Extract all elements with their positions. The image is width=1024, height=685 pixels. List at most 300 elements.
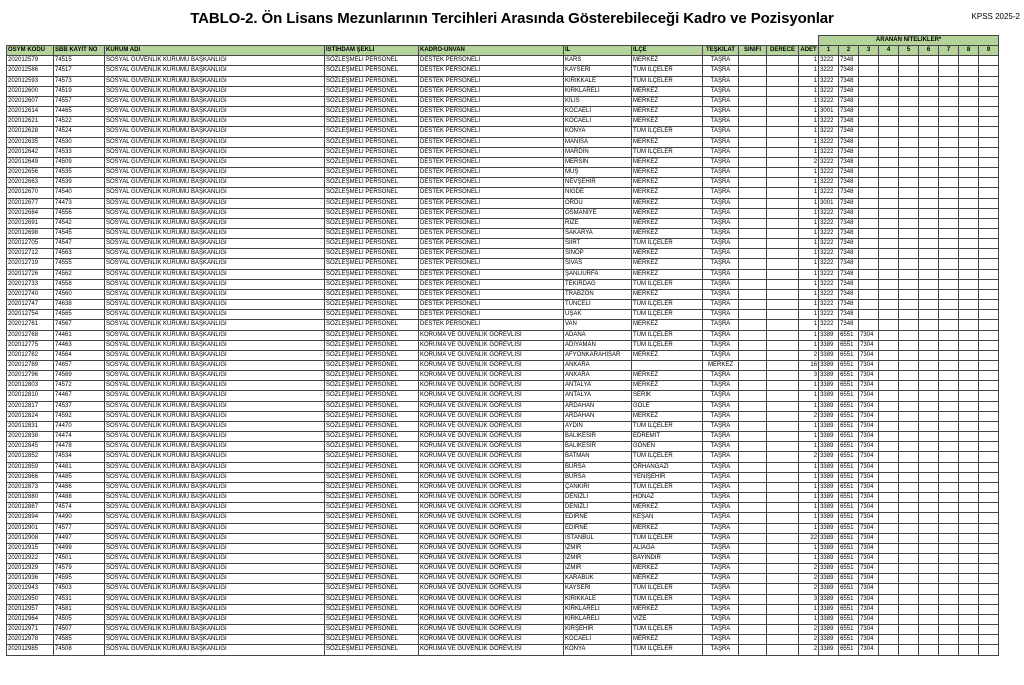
table-cell — [632, 361, 703, 371]
table-cell — [879, 300, 899, 310]
table-cell: 74638 — [54, 300, 105, 310]
table-cell: KORUMA VE GÜVENLİK GÖREVLİSİ — [419, 421, 564, 431]
table-cell — [939, 269, 959, 279]
table-cell — [959, 310, 979, 320]
table-cell: 7348 — [839, 289, 859, 299]
table-cell: TAŞRA — [703, 645, 739, 655]
table-cell — [899, 381, 919, 391]
table-cell: 6551 — [839, 493, 859, 503]
table-cell: SOSYAL GÜVENLİK KURUMU BAŞKANLIĞI — [105, 107, 325, 117]
table-cell: SÖZLEŞMELİ PERSONEL — [325, 381, 419, 391]
table-cell — [767, 228, 799, 238]
table-cell: SAKARYA — [564, 228, 632, 238]
table-cell — [739, 523, 767, 533]
table-cell: 202012887 — [7, 503, 54, 513]
table-cell: TAŞRA — [703, 289, 739, 299]
table-cell — [939, 147, 959, 157]
table-cell: SÖZLEŞMELİ PERSONEL — [325, 553, 419, 563]
table-cell — [767, 371, 799, 381]
table-cell: 2 — [799, 452, 819, 462]
table-cell: ORDU — [564, 198, 632, 208]
table-cell — [979, 208, 999, 218]
table-cell: İZMİR — [564, 553, 632, 563]
table-cell: 2 — [799, 411, 819, 421]
table-cell: BALIKESİR — [564, 432, 632, 442]
table-cell — [899, 533, 919, 543]
table-cell: 1 — [799, 198, 819, 208]
table-cell: 1 — [799, 208, 819, 218]
table-cell: SOSYAL GÜVENLİK KURUMU BAŞKANLIĞI — [105, 218, 325, 228]
table-cell: 1 — [799, 432, 819, 442]
table-cell: 74563 — [54, 249, 105, 259]
table-cell — [739, 371, 767, 381]
table-cell: DESTEK PERSONELİ — [419, 300, 564, 310]
table-row — [7, 543, 999, 553]
table-cell: 6551 — [839, 635, 859, 645]
table-row — [7, 553, 999, 563]
table-cell: TAŞRA — [703, 300, 739, 310]
table-cell — [879, 330, 899, 340]
table-row — [7, 462, 999, 472]
table-cell: TÜM İLÇELER — [632, 584, 703, 594]
table-cell — [739, 584, 767, 594]
table-cell: MERKEZ — [632, 604, 703, 614]
table-cell: 202012635 — [7, 137, 54, 147]
table-cell: 3389 — [819, 625, 839, 635]
table-cell: MERKEZ — [632, 96, 703, 106]
table-cell: 202012691 — [7, 218, 54, 228]
table-cell — [919, 391, 939, 401]
table-row — [7, 56, 999, 66]
column-header: SINIFI — [739, 46, 767, 56]
table-cell — [939, 472, 959, 482]
table-cell — [899, 147, 919, 157]
table-cell: 202012901 — [7, 523, 54, 533]
table-cell: 202012649 — [7, 157, 54, 167]
table-cell: 6551 — [839, 604, 859, 614]
table-cell: KORUMA VE GÜVENLİK GÖREVLİSİ — [419, 432, 564, 442]
table-cell — [939, 625, 959, 635]
column-header-row — [7, 46, 999, 56]
table-cell — [899, 432, 919, 442]
table-cell: 74461 — [54, 330, 105, 340]
table-row — [7, 482, 999, 492]
table-cell: GÖNEN — [632, 442, 703, 452]
table-cell: SOSYAL GÜVENLİK KURUMU BAŞKANLIĞI — [105, 635, 325, 645]
table-cell — [939, 594, 959, 604]
table-cell: NEVŞEHİR — [564, 178, 632, 188]
table-cell: 202012971 — [7, 625, 54, 635]
table-cell — [959, 472, 979, 482]
table-cell: SOSYAL GÜVENLİK KURUMU BAŞKANLIĞI — [105, 523, 325, 533]
table-cell: KORUMA VE GÜVENLİK GÖREVLİSİ — [419, 625, 564, 635]
table-cell: ANTALYA — [564, 391, 632, 401]
table-cell — [879, 503, 899, 513]
table-cell: 74592 — [54, 411, 105, 421]
table-cell: 6551 — [839, 523, 859, 533]
table-cell — [959, 635, 979, 645]
table-cell: SÖZLEŞMELİ PERSONEL — [325, 218, 419, 228]
table-cell — [959, 198, 979, 208]
table-cell — [979, 381, 999, 391]
table-cell: TAŞRA — [703, 584, 739, 594]
table-cell — [959, 482, 979, 492]
table-row — [7, 533, 999, 543]
table-cell — [767, 361, 799, 371]
table-cell: 7304 — [859, 493, 879, 503]
table-cell — [979, 645, 999, 655]
table-cell — [899, 96, 919, 106]
table-cell: 74519 — [54, 86, 105, 96]
table-cell: 2 — [799, 584, 819, 594]
table-cell — [767, 635, 799, 645]
table-cell: 3389 — [819, 452, 839, 462]
table-cell — [899, 86, 919, 96]
table-cell: 7304 — [859, 584, 879, 594]
table-cell — [939, 127, 959, 137]
table-cell — [959, 239, 979, 249]
table-cell — [739, 421, 767, 431]
table-cell — [879, 198, 899, 208]
table-cell — [859, 249, 879, 259]
table-cell — [919, 259, 939, 269]
table-cell: SÖZLEŞMELİ PERSONEL — [325, 117, 419, 127]
table-cell — [767, 66, 799, 76]
table-cell — [919, 340, 939, 350]
table-cell: 74556 — [54, 208, 105, 218]
table-cell — [939, 350, 959, 360]
table-cell: TAŞRA — [703, 533, 739, 543]
table-cell — [979, 462, 999, 472]
column-header: İSTİHDAM ŞEKLİ — [325, 46, 419, 56]
table-cell: 3222 — [819, 289, 839, 299]
table-cell — [767, 625, 799, 635]
table-cell — [899, 503, 919, 513]
table-cell — [919, 452, 939, 462]
table-cell: TAŞRA — [703, 574, 739, 584]
column-header: DERECE — [767, 46, 799, 56]
table-cell — [979, 269, 999, 279]
table-cell: 6551 — [839, 371, 859, 381]
table-cell: 7304 — [859, 543, 879, 553]
table-cell: 7348 — [839, 320, 859, 330]
table-cell: 202012726 — [7, 269, 54, 279]
table-cell — [899, 553, 919, 563]
table-cell: SOSYAL GÜVENLİK KURUMU BAŞKANLIĞI — [105, 86, 325, 96]
table-row — [7, 96, 999, 106]
table-cell — [919, 574, 939, 584]
table-cell: TÜM İLÇELER — [632, 340, 703, 350]
table-cell — [879, 513, 899, 523]
table-cell: TÜM İLÇELER — [632, 421, 703, 431]
table-cell — [959, 147, 979, 157]
table-cell — [899, 625, 919, 635]
table-body — [7, 56, 999, 655]
table-cell: KIRŞEHİR — [564, 625, 632, 635]
table-cell: 74567 — [54, 320, 105, 330]
table-cell — [879, 76, 899, 86]
table-cell — [919, 56, 939, 66]
table-cell — [919, 96, 939, 106]
table-cell: TAŞRA — [703, 157, 739, 167]
table-cell — [959, 371, 979, 381]
table-cell — [959, 553, 979, 563]
table-cell: MUŞ — [564, 168, 632, 178]
table-cell: SÖZLEŞMELİ PERSONEL — [325, 228, 419, 238]
table-cell — [979, 157, 999, 167]
table-cell: 74547 — [54, 239, 105, 249]
table-cell: TÜM İLÇELER — [632, 76, 703, 86]
table-cell — [919, 168, 939, 178]
table-cell — [959, 645, 979, 655]
table-cell — [939, 584, 959, 594]
table-cell — [739, 300, 767, 310]
table-cell: 3389 — [819, 543, 839, 553]
table-cell — [959, 289, 979, 299]
table-cell: DESTEK PERSONELİ — [419, 178, 564, 188]
table-cell — [919, 462, 939, 472]
table-cell: 3222 — [819, 320, 839, 330]
table-cell — [959, 320, 979, 330]
table-cell — [899, 462, 919, 472]
table-cell: SOSYAL GÜVENLİK KURUMU BAŞKANLIĞI — [105, 553, 325, 563]
table-cell — [767, 584, 799, 594]
table-cell — [979, 86, 999, 96]
table-cell — [879, 56, 899, 66]
table-cell — [979, 411, 999, 421]
table-cell — [919, 421, 939, 431]
column-header: TEŞKİLAT — [703, 46, 739, 56]
table-cell: 7348 — [839, 259, 859, 269]
table-cell: SOSYAL GÜVENLİK KURUMU BAŞKANLIĞI — [105, 198, 325, 208]
table-cell — [979, 76, 999, 86]
table-cell: MANİSA — [564, 137, 632, 147]
table-cell — [899, 401, 919, 411]
page-title: TABLO-2. Ön Lisans Mezunlarının Tercihleri Arasında Gösterebileceği Kadro ve Pozisyonlar — [190, 10, 834, 27]
table-cell: SOSYAL GÜVENLİK KURUMU BAŞKANLIĞI — [105, 391, 325, 401]
table-cell — [919, 117, 939, 127]
table-cell: SÖZLEŞMELİ PERSONEL — [325, 300, 419, 310]
table-cell — [739, 86, 767, 96]
table-cell: MERSİN — [564, 157, 632, 167]
table-cell — [879, 442, 899, 452]
table-cell: KORUMA VE GÜVENLİK GÖREVLİSİ — [419, 553, 564, 563]
table-cell — [879, 178, 899, 188]
table-cell: KIRKLARELİ — [564, 614, 632, 624]
table-cell: MERKEZ — [632, 86, 703, 96]
table-cell: KOCAELİ — [564, 117, 632, 127]
table-cell: SÖZLEŞMELİ PERSONEL — [325, 56, 419, 66]
table-cell: 202012628 — [7, 127, 54, 137]
table-cell — [959, 107, 979, 117]
table-cell: 1 — [799, 249, 819, 259]
table-cell: SÖZLEŞMELİ PERSONEL — [325, 421, 419, 431]
table-cell — [767, 452, 799, 462]
table-cell — [899, 239, 919, 249]
table-cell: DESTEK PERSONELİ — [419, 76, 564, 86]
table-row — [7, 513, 999, 523]
table-row — [7, 432, 999, 442]
table-cell: 3389 — [819, 564, 839, 574]
table-cell: 1 — [799, 137, 819, 147]
table-cell — [879, 218, 899, 228]
table-cell — [899, 564, 919, 574]
table-cell — [859, 168, 879, 178]
table-cell — [899, 117, 919, 127]
table-cell: SÖZLEŞMELİ PERSONEL — [325, 533, 419, 543]
table-cell: 202012859 — [7, 462, 54, 472]
table-cell — [919, 625, 939, 635]
table-cell — [767, 218, 799, 228]
table-cell: 202012894 — [7, 513, 54, 523]
column-header: 7 — [939, 46, 959, 56]
table-row — [7, 137, 999, 147]
table-cell: 6551 — [839, 340, 859, 350]
table-cell: SOSYAL GÜVENLİK KURUMU BAŞKANLIĞI — [105, 594, 325, 604]
table-row — [7, 157, 999, 167]
table-cell — [739, 614, 767, 624]
table-cell — [899, 574, 919, 584]
table-cell — [939, 523, 959, 533]
table-cell: 7348 — [839, 310, 859, 320]
table-cell — [939, 178, 959, 188]
table-cell — [767, 543, 799, 553]
table-cell: İZMİR — [564, 543, 632, 553]
table-cell: DESTEK PERSONELİ — [419, 228, 564, 238]
table-cell — [767, 188, 799, 198]
table-cell — [919, 371, 939, 381]
table-cell — [767, 645, 799, 655]
table-cell: KONYA — [564, 127, 632, 137]
table-cell: KARABÜK — [564, 574, 632, 584]
table-cell: 6551 — [839, 442, 859, 452]
table-cell — [979, 421, 999, 431]
table-cell: TAŞRA — [703, 371, 739, 381]
table-cell: SÖZLEŞMELİ PERSONEL — [325, 462, 419, 472]
table-cell — [939, 604, 959, 614]
table-cell — [919, 513, 939, 523]
table-cell — [919, 198, 939, 208]
table-cell: TAŞRA — [703, 228, 739, 238]
table-cell: 202012873 — [7, 482, 54, 492]
table-cell: DESTEK PERSONELİ — [419, 289, 564, 299]
table-cell — [939, 137, 959, 147]
table-cell: MARDİN — [564, 147, 632, 157]
table-cell — [939, 76, 959, 86]
table-cell — [767, 340, 799, 350]
table-cell: MERKEZ — [632, 178, 703, 188]
table-cell: KORUMA VE GÜVENLİK GÖREVLİSİ — [419, 604, 564, 614]
table-cell: 3222 — [819, 117, 839, 127]
table-cell — [879, 96, 899, 106]
table-cell: 7348 — [839, 168, 859, 178]
table-cell: 202012915 — [7, 543, 54, 553]
table-cell: 3389 — [819, 553, 839, 563]
table-cell: 202012712 — [7, 249, 54, 259]
table-cell: 3389 — [819, 472, 839, 482]
table-cell — [899, 66, 919, 76]
table-cell: 74573 — [54, 76, 105, 86]
table-cell — [979, 127, 999, 137]
table-cell: 7348 — [839, 107, 859, 117]
table-cell: 3222 — [819, 137, 839, 147]
table-cell: SOSYAL GÜVENLİK KURUMU BAŞKANLIĞI — [105, 462, 325, 472]
table-cell — [739, 493, 767, 503]
table-cell: 7348 — [839, 300, 859, 310]
table-cell — [939, 513, 959, 523]
group-header-row — [7, 36, 999, 46]
table-cell: SİİRT — [564, 239, 632, 249]
table-cell: 1 — [799, 503, 819, 513]
table-cell — [939, 371, 959, 381]
table-cell: 74497 — [54, 533, 105, 543]
table-cell: SOSYAL GÜVENLİK KURUMU BAŞKANLIĞI — [105, 432, 325, 442]
table-cell: KORUMA VE GÜVENLİK GÖREVLİSİ — [419, 330, 564, 340]
table-cell: 74539 — [54, 178, 105, 188]
table-cell — [919, 432, 939, 442]
table-cell: SİNOP — [564, 249, 632, 259]
table-cell: MERKEZ — [632, 208, 703, 218]
table-cell: DESTEK PERSONELİ — [419, 96, 564, 106]
table-cell: MERKEZ — [632, 381, 703, 391]
table-cell — [939, 188, 959, 198]
table-cell: 202012852 — [7, 452, 54, 462]
table-cell: TAŞRA — [703, 523, 739, 533]
table-cell — [959, 523, 979, 533]
table-cell: 202012747 — [7, 300, 54, 310]
table-cell — [919, 300, 939, 310]
table-cell — [767, 411, 799, 421]
table-cell: 6551 — [839, 513, 859, 523]
table-cell: 3389 — [819, 381, 839, 391]
table-row — [7, 371, 999, 381]
table-row — [7, 574, 999, 584]
column-header: 6 — [919, 46, 939, 56]
table-cell — [739, 350, 767, 360]
table-cell: 1 — [799, 523, 819, 533]
table-cell: 74524 — [54, 127, 105, 137]
table-cell: 1 — [799, 259, 819, 269]
table-cell: MERKEZ — [632, 289, 703, 299]
table-cell — [899, 513, 919, 523]
table-cell — [939, 289, 959, 299]
table-cell: SOSYAL GÜVENLİK KURUMU BAŞKANLIĞI — [105, 401, 325, 411]
table-cell: MERKEZ — [632, 259, 703, 269]
table-cell — [979, 574, 999, 584]
table-cell: 202012705 — [7, 239, 54, 249]
table-cell — [859, 127, 879, 137]
table-cell — [959, 401, 979, 411]
table-cell — [739, 432, 767, 442]
table-cell — [959, 218, 979, 228]
table-cell — [879, 137, 899, 147]
table-cell: 7348 — [839, 157, 859, 167]
table-cell: 7304 — [859, 350, 879, 360]
table-cell — [899, 178, 919, 188]
table-cell — [959, 411, 979, 421]
table-cell: 3001 — [819, 107, 839, 117]
table-cell — [739, 208, 767, 218]
table-cell: MERKEZ — [632, 198, 703, 208]
table-cell: SÖZLEŞMELİ PERSONEL — [325, 259, 419, 269]
table-cell — [939, 330, 959, 340]
table-cell: SÖZLEŞMELİ PERSONEL — [325, 127, 419, 137]
table-cell — [767, 594, 799, 604]
table-cell — [959, 604, 979, 614]
table-cell: 1 — [799, 553, 819, 563]
table-cell — [767, 493, 799, 503]
table-cell: 3222 — [819, 249, 839, 259]
